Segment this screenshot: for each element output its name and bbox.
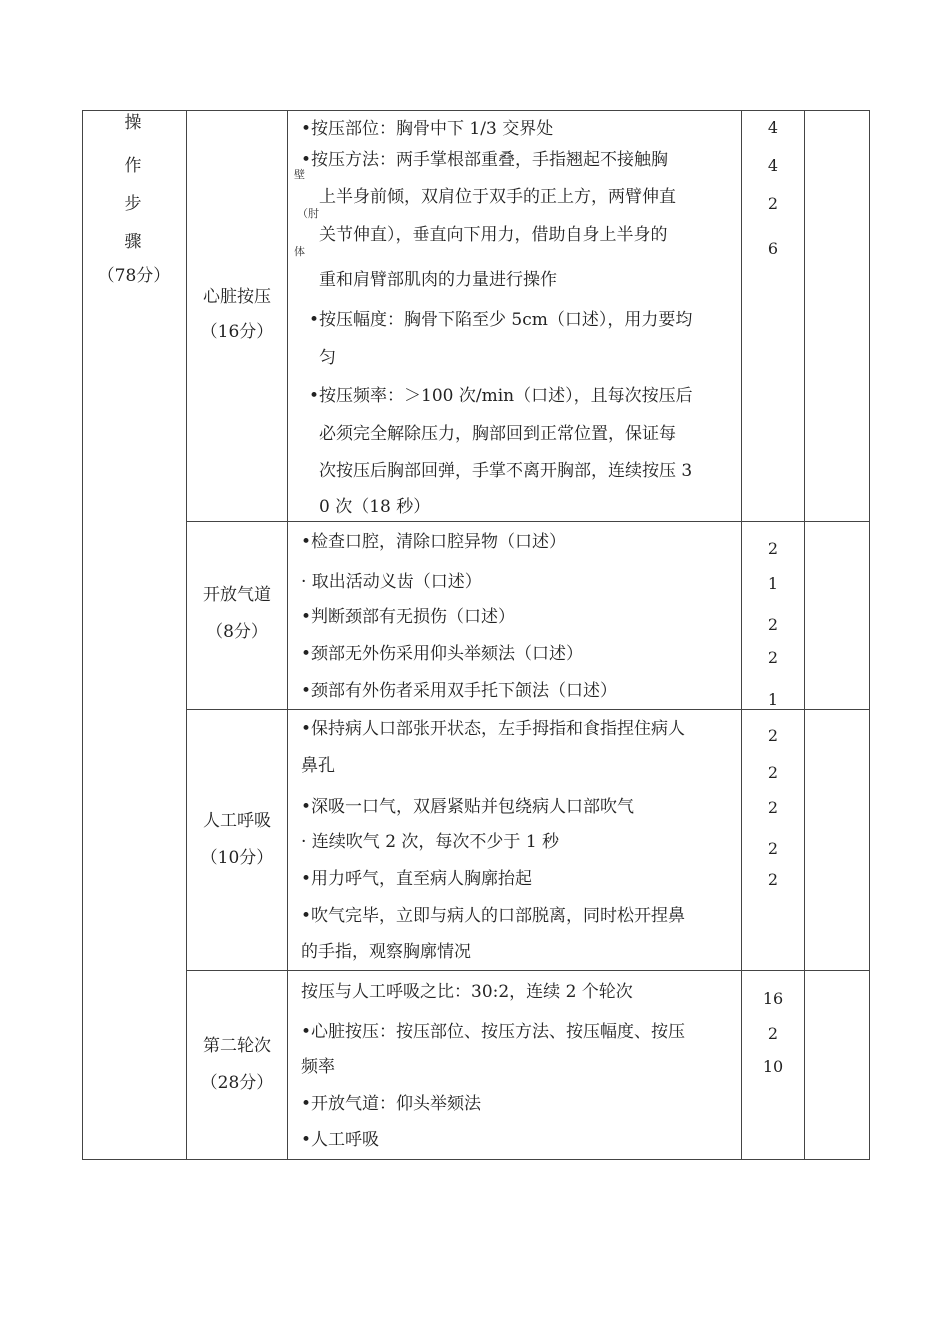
section-name: 心脏按压 <box>203 287 271 307</box>
content-line: •按压频率：＞100 次/min（口述），且每次按压后 <box>309 386 693 406</box>
content-line: •深吸一口气，双唇紧贴并包绕病人口部吹气 <box>301 797 635 817</box>
content-line: 频率 <box>301 1057 335 1077</box>
section-points: （10分） <box>200 848 274 868</box>
content-line: •用力呼气，直至病人胸廓抬起 <box>301 869 533 889</box>
score-value: 1 <box>767 690 779 709</box>
score-value: 2 <box>767 194 779 213</box>
content-line: 按压与人工呼吸之比：30:2，连续 2 个轮次 <box>301 982 633 1002</box>
content-line: •保持病人口部张开状态，左手拇指和食指捏住病人 <box>301 719 686 739</box>
content-line: •心脏按压：按压部位、按压方法、按压幅度、按压 <box>301 1022 686 1042</box>
content-line: 重和肩臂部肌肉的力量进行操作 <box>319 270 557 290</box>
content-line: •开放气道：仰头举颏法 <box>301 1094 482 1114</box>
table-top-border <box>82 110 870 111</box>
row-divider-3 <box>186 970 870 971</box>
score-value: 2 <box>767 870 779 889</box>
score-value: 2 <box>767 726 779 745</box>
content-line: 必须完全解除压力，胸部回到正常位置，保证每 <box>319 424 676 444</box>
category-char: 操 <box>124 113 142 133</box>
content-line: · 取出活动义齿（口述） <box>301 572 482 592</box>
content-line: 鼻孔 <box>301 756 335 776</box>
content-line: 关节伸直），垂直向下用力，借助自身上半身的 <box>319 225 668 245</box>
content-line: •按压部位：胸骨中下 1/3 交界处 <box>301 119 554 139</box>
content-line: 匀 <box>319 348 336 368</box>
score-value: 2 <box>767 648 779 667</box>
content-line: •颈部有外伤者采用双手托下颌法（口述） <box>301 681 618 701</box>
section-name: 人工呼吸 <box>203 811 271 831</box>
content-line: •按压方法：两手掌根部重叠，手指翘起不接触胸 <box>301 150 669 170</box>
column-divider-2 <box>287 110 288 1160</box>
score-value: 2 <box>767 1024 779 1043</box>
content-fragment: （肘 <box>297 207 319 220</box>
content-fragment: 壁 <box>294 168 305 181</box>
column-divider-3 <box>741 110 742 1160</box>
content-line: · 连续吹气 2 次，每次不少于 1 秒 <box>301 832 560 852</box>
content-line: 0 次（18 秒） <box>319 497 431 517</box>
score-value: 2 <box>767 763 779 782</box>
category-char: 步 <box>124 194 142 214</box>
score-value: 4 <box>767 156 779 175</box>
section-points: （8分） <box>206 622 268 642</box>
category-points: （78分） <box>97 266 171 286</box>
table-bottom-border <box>82 1159 870 1160</box>
score-value: 10 <box>762 1057 784 1076</box>
score-value: 2 <box>767 539 779 558</box>
score-value: 16 <box>762 989 784 1008</box>
score-value: 4 <box>767 118 779 137</box>
table-right-border <box>869 110 870 1160</box>
content-line: 次按压后胸部回弹，手掌不离开胸部，连续按压 3 <box>319 461 693 481</box>
section-points: （16分） <box>200 322 274 342</box>
content-line: •按压幅度：胸骨下陷至少 5cm（口述），用力要均 <box>309 310 693 330</box>
content-line: •吹气完毕，立即与病人的口部脱离，同时松开捏鼻 <box>301 906 686 926</box>
score-value: 2 <box>767 839 779 858</box>
section-points: （28分） <box>200 1073 274 1093</box>
column-divider-4 <box>804 110 805 1160</box>
content-line: •颈部无外伤采用仰头举颏法（口述） <box>301 644 584 664</box>
category-char: 作 <box>124 156 142 176</box>
content-fragment: 体 <box>294 245 305 258</box>
section-name: 第二轮次 <box>203 1036 271 1056</box>
content-line: 的手指，观察胸廓情况 <box>301 942 471 962</box>
score-value: 6 <box>767 239 779 258</box>
score-value: 2 <box>767 615 779 634</box>
row-divider-1 <box>186 521 870 522</box>
content-line: •检查口腔，清除口腔异物（口述） <box>301 532 567 552</box>
category-char: 骤 <box>124 232 142 252</box>
column-divider-1 <box>186 110 187 1160</box>
content-line: •判断颈部有无损伤（口述） <box>301 607 516 627</box>
table-left-border <box>82 110 83 1160</box>
score-value: 2 <box>767 798 779 817</box>
content-line: •人工呼吸 <box>301 1130 380 1150</box>
score-value: 1 <box>767 574 779 593</box>
content-line: 上半身前倾，双肩位于双手的正上方，两臂伸直 <box>319 187 676 207</box>
section-name: 开放气道 <box>203 585 271 605</box>
